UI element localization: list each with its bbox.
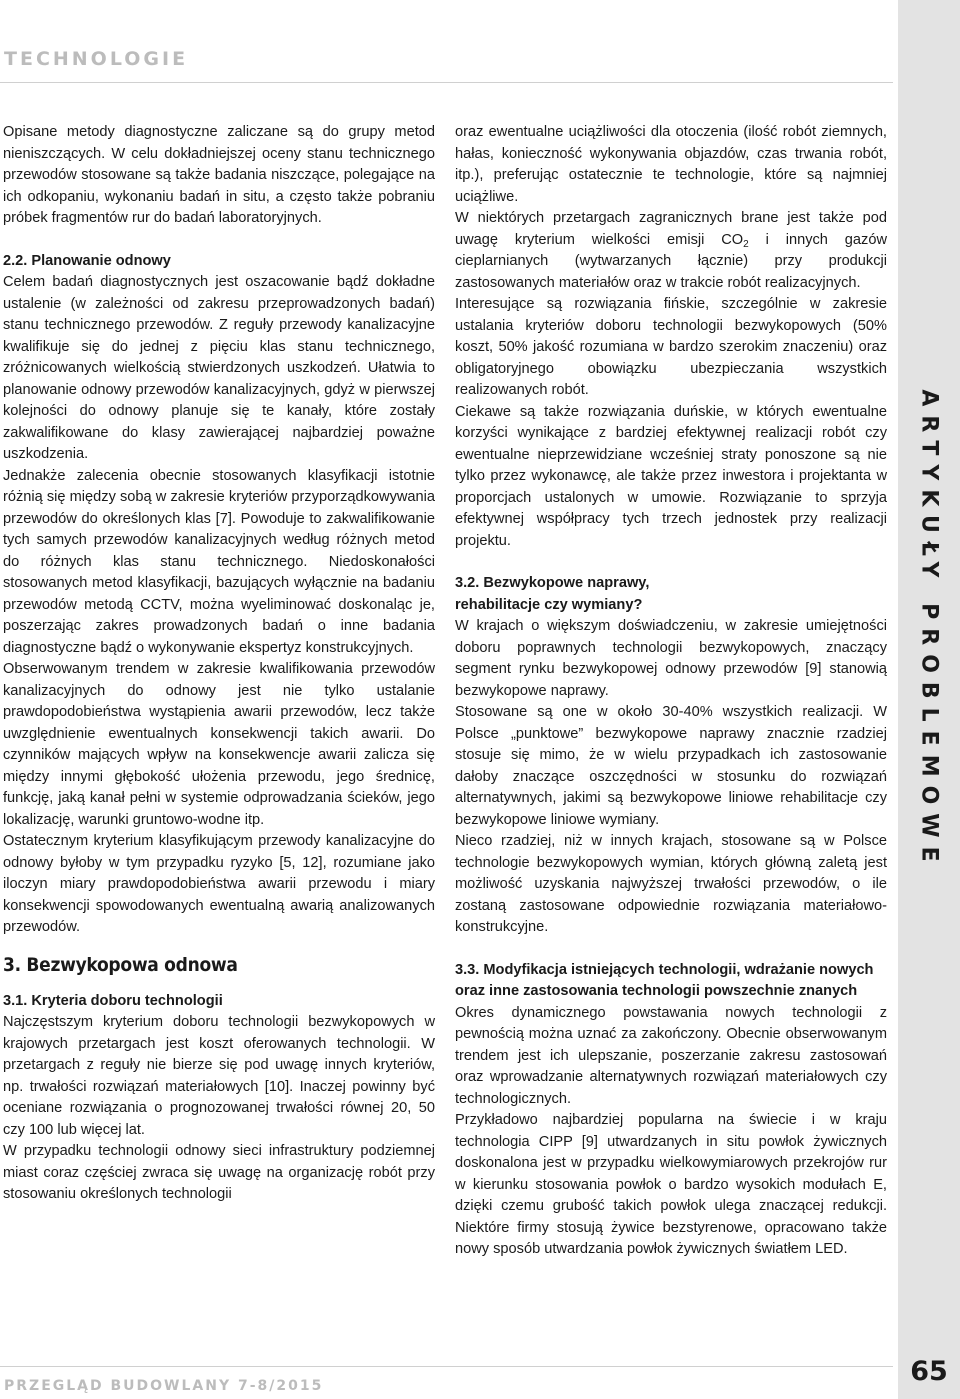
paragraph: Nieco rzadziej, niż w innych krajach, stosowane są w Polsce technologie bezwykopowych wymian, których główną zaletą jest możliwość uzyskania najwyższej trwałości przewodów, o ile zostaną zastosowane odpowiednie rozwiązania materiałowo-konstrukcyjne.: [455, 833, 887, 935]
paragraph: [455, 208, 887, 294]
paragraph: Interesujące są rozwiązania fińskie, szczególnie w zakresie ustalania kryteriów doboru technologii bezwykopowych (50% koszt, 50% jakość rozumiana w bardzo szerokim znaczeniu) oraz obligatoryjnego obowiązku ubezpieczania wszystkich realizowanych robót.: [455, 296, 887, 398]
paragraph: Okres dynamicznego powstawania nowych technologii z pewnością można uznać za zakończony. Obecnie obserwowanym trendem jest ich ulepszanie, poszerzanie zakresu zastosowań oraz wprowadzanie alternatywnych rozwiązań materiałowych czy technologicznych.: [455, 1004, 887, 1107]
paragraph: oraz ewentualne uciążliwości dla otoczenia (ilość robót ziemnych, hałas, konieczność wykonywania objazdów, czas trwania robót, itp.), preferując ostatecznie te technologie, które są najmniej uciążliwe.: [455, 124, 887, 205]
paragraph-text: W niektórych przetargach zagranicznych brane jest także pod uwagę kryterium wielkości emisji CO: [455, 210, 887, 248]
left-column: [3, 122, 435, 1206]
footer-divider: [0, 1366, 893, 1367]
paragraph: Najczęstszym kryterium doboru technologii bezwykopowych w krajowych przetargach jest koszt oferowanych technologii. W przetargach z reguły nie bierze się pod uwagę innych kryteriów, np. trwałości rozwiązań materiałowych [10]. Inaczej powinny być oceniane rozwiązania o prognozowanej trwałości równej 20, 50 czy 100 lub więcej lat.: [3, 1014, 435, 1138]
paragraph: Obserwowanym trendem w zakresie kwalifikowania przewodów kanalizacyjnych do odnowy jest nie tylko ustalanie prawdopodobieństwa wystąpienia awarii przewodów, lecz także uwzględnienie ewentualnych konsekwencji takich awarii. Do czynników mających wpływ na konsekwencje awarii zalicza się między innymi głębokość ułożenia przewodu, jego średnicę, funkcję, jaką kanał pełni w systemie odprowadzania ścieków, jego lokalizację, warunki gruntowo-wodne itp.: [3, 661, 435, 828]
paragraph: Jednakże zalecenia obecnie stosowanych klasyfikacji istotnie różnią się między sobą w zakresie kryteriów przyporządkowywania przewodów do określonych klas [7]. Powoduje to zakwalifikowanie tych samych przewodów kanalizacyjnych według różnych metod do różnych klas stanu technicznego. Niedoskonałości stosowanych metod klasyfikacji, bazujących wyłącznie na badaniu przewodów metodą CCTV, można wyeliminować doskonaląc je, poszerzając zakres prowadzonych badań o inne badania diagnostyczne bądź o wykonywanie ekspertyz konstrukcyjnych.: [3, 467, 435, 656]
section-heading: 3.3. Modyfikacja istniejących technologii, wdrażanie nowych oraz inne zastosowania technologii powszechnie znanych: [455, 961, 874, 999]
paragraph: Przykładowo najbardziej popularna na świecie i w kraju technologia CIPP [9] utwardzanych in situ powłok żywicznych doskonalona jest w przypadku wielkowymiarowych przekrojów rur w kierunku stosowania powłok o bardzo wysokich modułach E, dzięki czemu grubość takich powłok ulega znaczącej redukcji. Niektóre firmy stosują żywice bezstyrenowe, opracowano także nowy sposób utwardzania powłok żywicznych światłem LED.: [455, 1112, 887, 1257]
paragraph: Ciekawe są także rozwiązania duńskie, w których ewentualne korzyści wynikające z bardziej efektywnej realizacji robót czy ewentualne nieprzewidziane wcześniej straty ponoszone są nie tylko przez wykonawcę, ale także przez inwestora i projektanta w proporcjach ustalonych w umowie. Rozwiązanie to sprzyja efektywnej współpracy tych trzech jednostek przy realizacji projektu.: [455, 403, 887, 549]
paragraph: W krajach o większym doświadczeniu, w zakresie umiejętności doboru poprawnych technologii bezwykopowych, znaczący segment rynku bezwykopowej odnowy przewodów [9] stanowią bezwykopowe naprawy.: [455, 618, 887, 699]
chapter-heading: 3. Bezwykopowa odnowa: [3, 953, 238, 976]
section-heading: 3.1. Kryteria doboru technologii: [3, 992, 223, 1009]
section-heading: 2.2. Planowanie odnowy: [3, 252, 171, 269]
sidebar-title: ARTYKUŁY PROBLEMOWE: [916, 389, 942, 871]
page-number: 65: [910, 1356, 948, 1387]
paragraph: Ostatecznym kryterium klasyfikującym przewody kanalizacyjne do odnowy byłoby w tym przypadku ryzyko [5, 12], rozumiane jako iloczyn miary prawdopodobieństwa awarii przewodu i miary konsekwencji spowodowanych ewentualną awarią analizowanych przewodów.: [3, 833, 435, 935]
publication-name: PRZEGLĄD BUDOWLANY 7-8/2015: [4, 1378, 324, 1394]
section-heading: 3.2. Bezwykopowe naprawy,: [455, 575, 650, 591]
section-heading: rehabilitacje czy wymiany?: [455, 596, 643, 613]
section-label: TECHNOLOGIE: [4, 48, 189, 70]
paragraph: Stosowane są one w około 30-40% wszystkich realizacji. W Polsce „punktowe” bezwykopowe naprawy znacznie rzadziej stosuje się mimo, że w wielu przypadkach ich zastosowanie dałoby znaczące oszczędności w stosunku do rozwiązań alternatywnych, jakimi są bezwykopowe liniowe rehabilitacje czy bezwykopowe liniowe wymiany.: [455, 704, 887, 828]
paragraph: Opisane metody diagnostyczne zaliczane są do grupy metod nieniszczących. W celu dokładniejszej oceny stanu technicznego przewodów stosowane są także badania niszczące, polegające na ich odkopaniu, wykonaniu badań in situ, a często także pobraniu próbek fragmentów rur do badań laboratoryjnych.: [3, 124, 435, 226]
header-divider: [0, 82, 893, 83]
subscript: 2: [743, 238, 749, 250]
paragraph-text: i innych gazów cieplarnianych (wytwarzanych łącznie) przy produkcji zastosowanych materiałów oraz w trakcie robót realizacyjnych.: [455, 231, 887, 291]
right-column: [455, 122, 887, 1261]
paragraph: Celem badań diagnostycznych jest oszacowanie bądź dokładne ustalenie (w zależności od zakresu przeprowadzonych badań) stanu technicznego przewodów. Z reguły przewody kanalizacyjne kwalifikuje się do jednej z pięciu klas stanu technicznego, zróżnicowanych wielkością stwierdzonych uszkodzeń. Ułatwia to planowanie odnowy przewodów kanalizacyjnych, gdyż w pierwszej kolejności do odnowy planuje się te kanały, które zostały zakwalifikowane do klasy zawierającej najbardziej poważne uszkodzenia.: [3, 274, 435, 462]
paragraph: W przypadku technologii odnowy sieci infrastruktury podziemnej miast coraz częściej zwraca się uwagę na organizację robót przy stosowaniu określonych technologii: [3, 1143, 435, 1202]
